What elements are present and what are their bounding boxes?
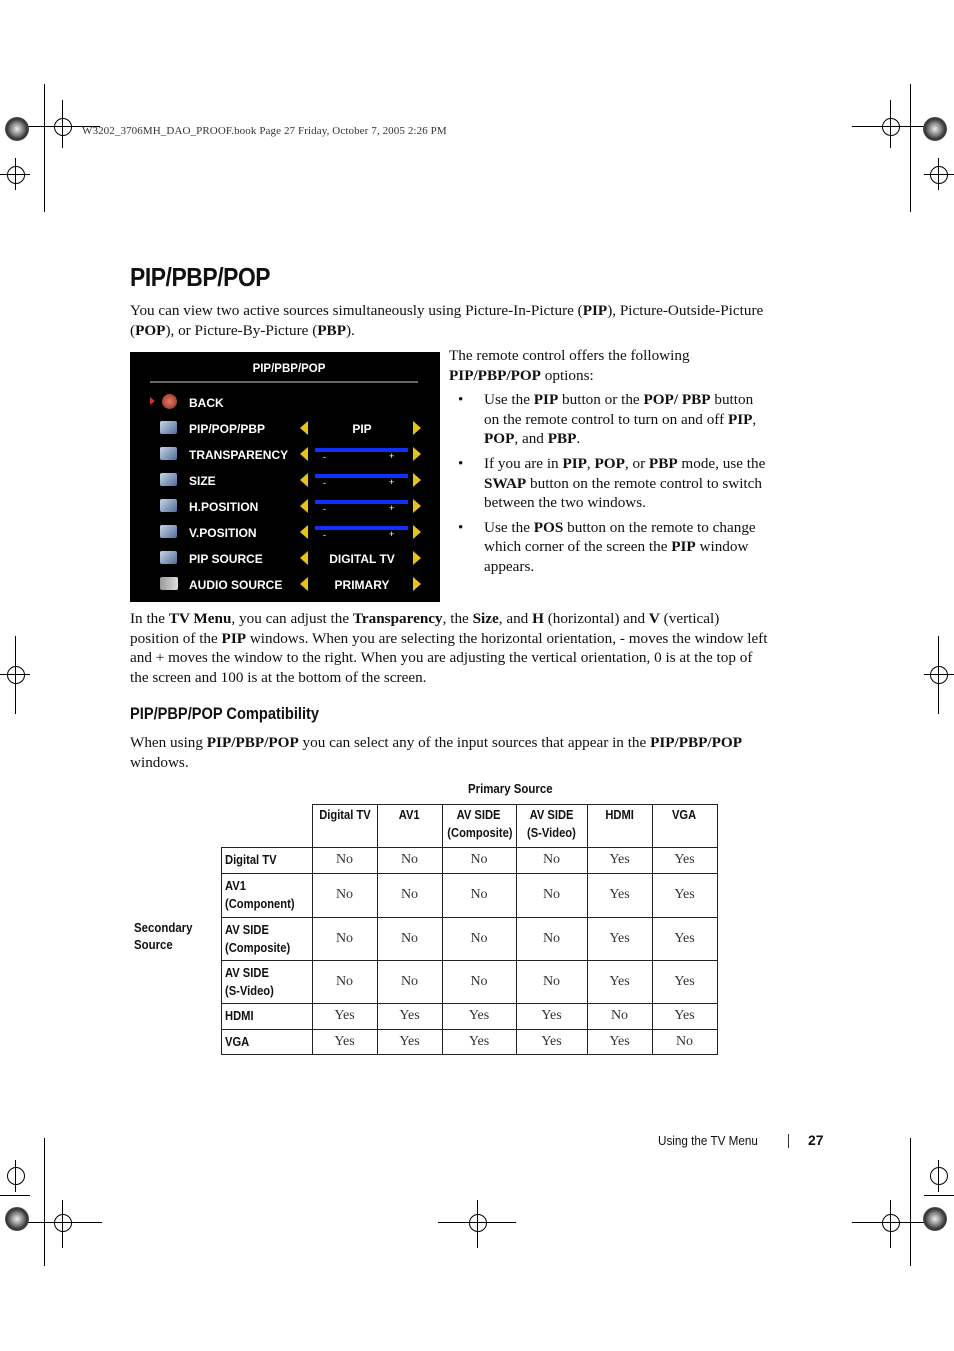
table-cell: No bbox=[335, 930, 354, 946]
arrow-left-icon bbox=[300, 473, 308, 487]
arrow-right-icon bbox=[413, 525, 421, 539]
table-cell: Yes bbox=[609, 1033, 630, 1049]
h-position-icon bbox=[160, 499, 177, 512]
menu-row-v-position: V.POSITION - + bbox=[130, 521, 440, 547]
menu-divider bbox=[150, 381, 418, 383]
speaker-icon bbox=[160, 577, 178, 590]
menu-row-pip-source: PIP SOURCE DIGITAL TV bbox=[130, 547, 440, 573]
table-cell: No bbox=[542, 887, 561, 902]
arrow-right-icon bbox=[413, 551, 421, 565]
table-cell: Yes bbox=[609, 887, 630, 902]
column-header: AV1 bbox=[399, 807, 420, 822]
caret-right-icon bbox=[150, 397, 155, 405]
table-cell: Yes bbox=[334, 1008, 355, 1023]
column-header: HDMI bbox=[605, 807, 634, 822]
table-cell: Yes bbox=[541, 1033, 562, 1049]
row-header: VGA bbox=[225, 1033, 250, 1049]
arrow-right-icon bbox=[413, 577, 421, 591]
v-position-icon bbox=[160, 525, 177, 538]
row-header: AV SIDE (Composite) bbox=[225, 921, 291, 955]
table-cell: No bbox=[542, 852, 561, 867]
table-cell: No bbox=[335, 852, 354, 867]
table-rule bbox=[221, 1029, 718, 1030]
table-rule bbox=[221, 960, 718, 961]
arrow-left-icon bbox=[300, 499, 308, 513]
row-header: HDMI bbox=[225, 1008, 254, 1023]
table-cell: Yes bbox=[674, 852, 695, 867]
row-header: AV1 (Component) bbox=[225, 878, 295, 911]
arrow-left-icon bbox=[300, 421, 308, 435]
table-rule bbox=[717, 804, 718, 847]
table-cell: Yes bbox=[609, 930, 630, 946]
arrow-right-icon bbox=[413, 421, 421, 435]
proof-header: W3202_3706MH_DAO_PROOF.book Page 27 Friday, October 7, 2005 2:26 PM bbox=[82, 125, 447, 137]
arrow-left-icon bbox=[300, 577, 308, 591]
table-rule bbox=[221, 1054, 718, 1055]
menu-row-pip-mode: PIP/POP/PBP PIP bbox=[130, 417, 440, 443]
arrow-left-icon bbox=[300, 551, 308, 565]
menu-row-h-position: H.POSITION - + bbox=[130, 495, 440, 521]
table-rule bbox=[312, 804, 718, 805]
table-rule bbox=[221, 917, 718, 918]
intro-paragraph: You can view two active sources simultaneously using Picture-In-Picture (PIP), Picture-Outside-Picture (POP), or Picture-By-Picture (PBP). bbox=[130, 302, 764, 339]
remote-options bbox=[449, 346, 769, 577]
table-rule bbox=[717, 847, 718, 1054]
pip-osd-menu bbox=[130, 352, 440, 602]
column-header: VGA bbox=[672, 807, 697, 822]
table-cell: Yes bbox=[541, 1008, 562, 1023]
footer-section-title: Using the TV Menu bbox=[658, 1133, 758, 1148]
size-icon bbox=[160, 473, 177, 486]
bullet-item: • Use the POS button on the remote to change which corner of the screen the PIP window appears. bbox=[458, 518, 756, 575]
row-header: Digital TV bbox=[225, 852, 277, 867]
menu-row-transparency: TRANSPARENCY - + bbox=[130, 443, 440, 469]
back-icon bbox=[162, 394, 177, 409]
column-header: AV SIDE (S-Video) bbox=[527, 807, 576, 840]
table-cell: No bbox=[335, 887, 354, 902]
table-cell: Yes bbox=[674, 887, 695, 902]
transparency-icon bbox=[160, 447, 177, 460]
menu-row-audio-source: AUDIO SOURCE PRIMARY bbox=[130, 573, 440, 599]
table-cell: Yes bbox=[334, 1033, 355, 1049]
table-cell: Yes bbox=[674, 973, 695, 989]
table-cell: Yes bbox=[399, 1033, 420, 1049]
table-rule bbox=[221, 847, 222, 1054]
menu-title: PIP/PBP/POP bbox=[252, 363, 326, 375]
table-cell: Yes bbox=[674, 1008, 695, 1023]
primary-source-label: Primary Source bbox=[468, 781, 553, 796]
table-cell: No bbox=[470, 973, 488, 989]
table-rule bbox=[221, 847, 718, 848]
menu-row-size: SIZE - + bbox=[130, 469, 440, 495]
footer-divider bbox=[788, 1134, 789, 1148]
table-cell: Yes bbox=[674, 930, 695, 946]
page-title: PIP/PBP/POP bbox=[130, 262, 271, 292]
remote-intro: The remote control offers the following PIP/PBP/POP options: bbox=[449, 347, 690, 384]
table-cell: No bbox=[610, 1008, 629, 1023]
table-rule bbox=[221, 1003, 718, 1004]
table-cell: No bbox=[400, 887, 419, 902]
table-rule bbox=[221, 873, 718, 874]
table-cell: Yes bbox=[609, 852, 630, 867]
bullet-item: • If you are in PIP, POP, or PBP mode, use the SWAP button on the remote control to switch between the two windows. bbox=[458, 454, 766, 512]
table-cell: No bbox=[400, 973, 419, 989]
column-header: AV SIDE (Composite) bbox=[447, 807, 513, 840]
table-cell: No bbox=[675, 1033, 694, 1049]
table-cell: No bbox=[470, 852, 488, 867]
table-cell: Yes bbox=[399, 1008, 420, 1023]
arrow-right-icon bbox=[413, 447, 421, 461]
table-cell: No bbox=[470, 930, 488, 946]
bullet-item: • Use the PIP button or the POP/ PBP button on the remote control to turn on and off PIP, POP, and PBP. bbox=[458, 391, 757, 448]
table-cell: Yes bbox=[468, 1008, 490, 1023]
table-cell: No bbox=[470, 887, 488, 902]
column-header: Digital TV bbox=[318, 807, 371, 822]
table-cell: Yes bbox=[609, 973, 630, 989]
menu-row-back: BACK bbox=[130, 391, 440, 417]
table-cell: No bbox=[542, 973, 561, 989]
adjust-paragraph: In the TV Menu, you can adjust the Transparency, the Size, and H (horizontal) and V (vertical) position of the PIP windows. When you are selecting the horizontal orientation, - moves the window left and + moves the window to the right. When you are adjusting the vertical orientation, 0 is at the top of the screen and 100 is at the bottom of the screen. bbox=[130, 610, 768, 686]
arrow-right-icon bbox=[413, 473, 421, 487]
arrow-right-icon bbox=[413, 499, 421, 513]
table-cell: No bbox=[400, 852, 419, 867]
page-number: 27 bbox=[808, 1132, 824, 1148]
table-cell: No bbox=[400, 930, 419, 946]
arrow-left-icon bbox=[300, 525, 308, 539]
table-cell: Yes bbox=[468, 1033, 490, 1049]
arrow-left-icon bbox=[300, 447, 308, 461]
section-heading: PIP/PBP/POP Compatibility bbox=[130, 704, 320, 723]
source-icon bbox=[160, 551, 177, 564]
table-cell: No bbox=[335, 973, 354, 989]
pip-icon bbox=[160, 421, 177, 434]
secondary-source-label: Secondary Source bbox=[134, 920, 193, 952]
compat-paragraph: When using PIP/PBP/POP you can select any of the input sources that appear in the PIP/PBP/POP windows. bbox=[130, 734, 743, 771]
row-header: AV SIDE (S-Video) bbox=[225, 964, 274, 998]
table-cell: No bbox=[542, 930, 561, 946]
